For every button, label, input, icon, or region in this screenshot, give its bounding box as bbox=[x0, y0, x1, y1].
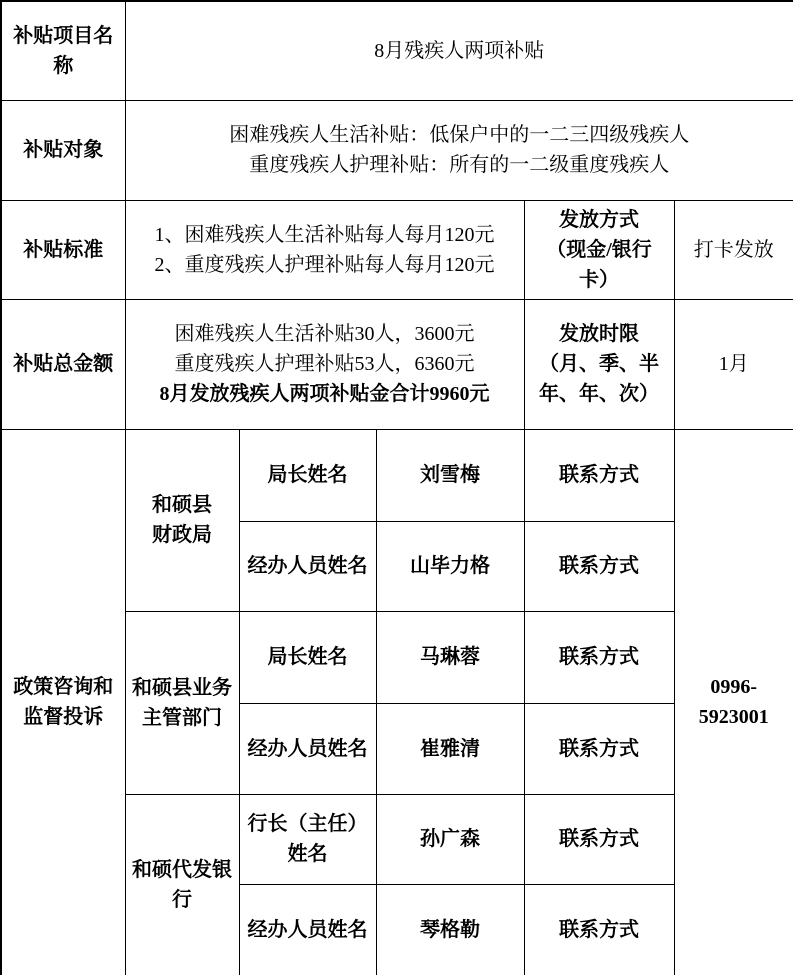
target-value bbox=[125, 100, 793, 200]
officer-title: 经办人员姓名 bbox=[239, 521, 376, 611]
payment-period-value: 1月 bbox=[674, 299, 793, 429]
row-total bbox=[1, 299, 793, 429]
target-label: 补贴对象 bbox=[1, 100, 125, 200]
contact-label: 联系方式 bbox=[524, 611, 674, 703]
officer-title: 经办人员姓名 bbox=[239, 703, 376, 794]
officer-name: 马琳蓉 bbox=[376, 611, 524, 703]
standard-line-1: 1、困难残疾人生活补贴每人每月120元 bbox=[154, 223, 495, 246]
org-name-finance: 和硕县 财政局 bbox=[125, 429, 239, 611]
total-value bbox=[125, 299, 524, 429]
officer-name: 琴格勒 bbox=[376, 884, 524, 975]
row-consult-1 bbox=[1, 429, 793, 521]
project-value: 8月残疾人两项补贴 bbox=[125, 1, 793, 100]
contact-label: 联系方式 bbox=[524, 884, 674, 975]
target-line-1: 困难残疾人生活补贴：低保户中的一二三四级残疾人 bbox=[229, 124, 690, 146]
officer-name: 崔雅清 bbox=[376, 703, 524, 794]
total-label: 补贴总金额 bbox=[1, 299, 125, 429]
phone-number: 0996- 5923001 bbox=[674, 429, 793, 975]
standard-line-2: 2、重度残疾人护理补贴每人每月120元 bbox=[154, 253, 495, 276]
total-line-2: 重度残疾人护理补贴53人，6360元 bbox=[174, 353, 475, 375]
contact-label: 联系方式 bbox=[524, 429, 674, 521]
officer-name: 孙广森 bbox=[376, 794, 524, 884]
officer-name: 山毕力格 bbox=[376, 521, 524, 611]
total-line-sum: 8月发放残疾人两项补贴金合计9960元 bbox=[159, 383, 490, 405]
org-name-bank: 和硕代发银 行 bbox=[125, 794, 239, 975]
consult-label: 政策咨询和 监督投诉 bbox=[1, 429, 125, 975]
payment-method-value: 打卡发放 bbox=[674, 200, 793, 299]
officer-title: 行长（主任）姓名 bbox=[239, 794, 376, 884]
standard-value bbox=[125, 200, 524, 299]
officer-title: 局长姓名 bbox=[239, 611, 376, 703]
row-project bbox=[1, 1, 793, 100]
row-standard bbox=[1, 200, 793, 299]
row-target bbox=[1, 100, 793, 200]
standard-label: 补贴标准 bbox=[1, 200, 125, 299]
payment-method-label: 发放方式 （现金/银行 卡） bbox=[524, 200, 674, 299]
target-line-2: 重度残疾人护理补贴：所有的一二级重度残疾人 bbox=[249, 154, 670, 176]
payment-period-label: 发放时限 （月、季、半 年、年、次） bbox=[524, 299, 674, 429]
contact-label: 联系方式 bbox=[524, 794, 674, 884]
project-label: 补贴项目名称 bbox=[1, 1, 125, 100]
total-line-1: 困难残疾人生活补贴30人，3600元 bbox=[174, 323, 475, 345]
officer-name: 刘雪梅 bbox=[376, 429, 524, 521]
officer-title: 局长姓名 bbox=[239, 429, 376, 521]
contact-label: 联系方式 bbox=[524, 521, 674, 611]
org-name-business: 和硕县业务 主管部门 bbox=[125, 611, 239, 794]
contact-label: 联系方式 bbox=[524, 703, 674, 794]
officer-title: 经办人员姓名 bbox=[239, 884, 376, 975]
